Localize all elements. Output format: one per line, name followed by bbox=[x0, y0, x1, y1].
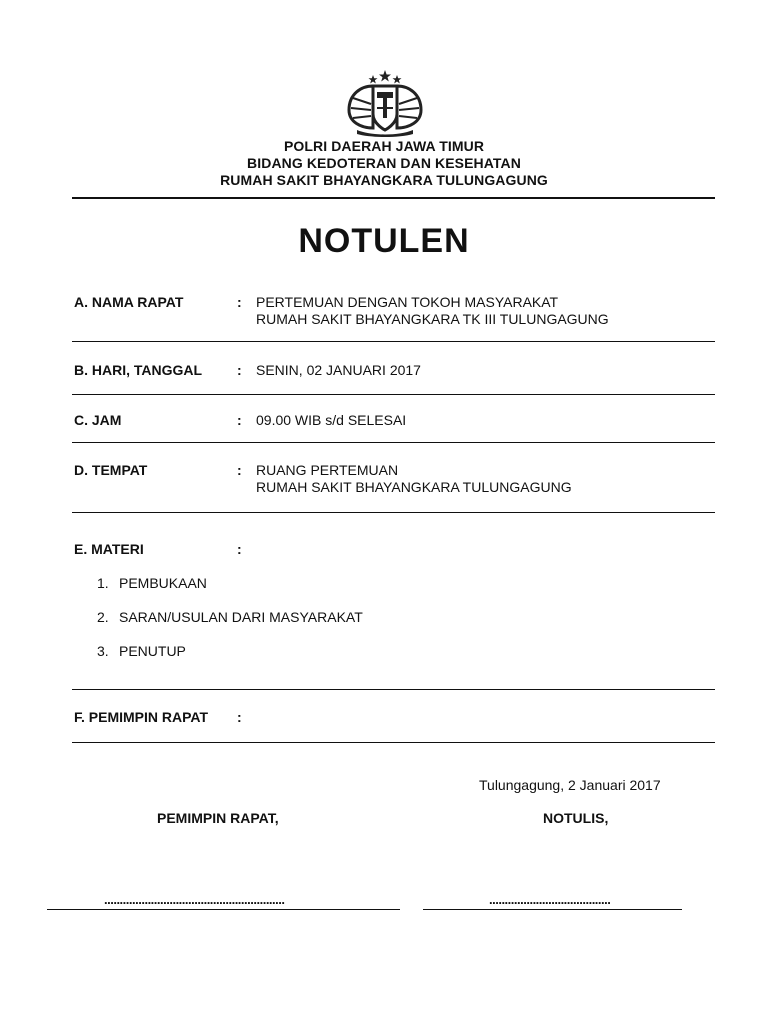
divider-a bbox=[72, 341, 715, 342]
materi-item-3-number: 3. bbox=[97, 643, 109, 659]
field-a-label: A. NAMA RAPAT bbox=[74, 294, 184, 310]
police-emblem-icon bbox=[343, 68, 427, 138]
field-b-value: SENIN, 02 JANUARI 2017 bbox=[256, 362, 421, 378]
materi-item-3-text: PENUTUP bbox=[119, 643, 186, 659]
police-emblem-logo bbox=[343, 68, 427, 138]
divider-b bbox=[72, 394, 715, 395]
divider-c bbox=[72, 442, 715, 443]
header-line-1: POLRI DAERAH JAWA TIMUR bbox=[283, 138, 485, 154]
header-line-3: RUMAH SAKIT BHAYANGKARA TULUNGAGUNG bbox=[220, 172, 548, 188]
divider-e bbox=[72, 689, 715, 690]
document-title: NOTULEN bbox=[298, 222, 470, 260]
field-a-colon: : bbox=[237, 294, 242, 310]
field-e-label: E. MATERI bbox=[74, 541, 144, 557]
field-a-value-2: RUMAH SAKIT BHAYANGKARA TK III TULUNGAGUNG bbox=[256, 311, 609, 327]
left-signer-title: PEMIMPIN RAPAT, bbox=[157, 810, 279, 826]
materi-item-2-text: SARAN/USULAN DARI MASYARAKAT bbox=[119, 609, 363, 625]
left-signature-dots: .......................................................... bbox=[104, 892, 285, 907]
materi-item-1-text: PEMBUKAAN bbox=[119, 575, 207, 591]
field-b-label: B. HARI, TANGGAL bbox=[74, 362, 203, 378]
right-signer-title: NOTULIS, bbox=[543, 810, 609, 826]
field-d-label: D. TEMPAT bbox=[74, 462, 148, 478]
field-d-value-2: RUMAH SAKIT BHAYANGKARA TULUNGAGUNG bbox=[256, 479, 572, 495]
materi-item-2-number: 2. bbox=[97, 609, 109, 625]
divider-d bbox=[72, 512, 715, 513]
field-f-colon: : bbox=[237, 709, 242, 725]
materi-item-3 bbox=[97, 643, 186, 659]
right-signature-dots: ....................................... bbox=[489, 892, 611, 907]
materi-item-2 bbox=[97, 609, 363, 625]
header-line-2: BIDANG KEDOTERAN DAN KESEHATAN bbox=[247, 155, 521, 171]
right-signature-line bbox=[423, 909, 682, 910]
divider-f bbox=[72, 742, 715, 743]
field-c-label: C. JAM bbox=[74, 412, 122, 428]
field-c-colon: : bbox=[237, 412, 242, 428]
place-date: Tulungagung, 2 Januari 2017 bbox=[479, 777, 661, 793]
field-c-value: 09.00 WIB s/d SELESAI bbox=[256, 412, 407, 428]
materi-item-1 bbox=[97, 575, 207, 591]
left-signature-line bbox=[47, 909, 400, 910]
field-f-label: F. PEMIMPIN RAPAT bbox=[74, 709, 209, 725]
header-divider bbox=[72, 197, 715, 199]
field-d-value-1: RUANG PERTEMUAN bbox=[256, 462, 399, 478]
field-e-colon: : bbox=[237, 541, 242, 557]
field-a-value-1: PERTEMUAN DENGAN TOKOH MASYARAKAT bbox=[256, 294, 559, 310]
field-b-colon: : bbox=[237, 362, 242, 378]
field-d-colon: : bbox=[237, 462, 242, 478]
materi-item-1-number: 1. bbox=[97, 575, 109, 591]
